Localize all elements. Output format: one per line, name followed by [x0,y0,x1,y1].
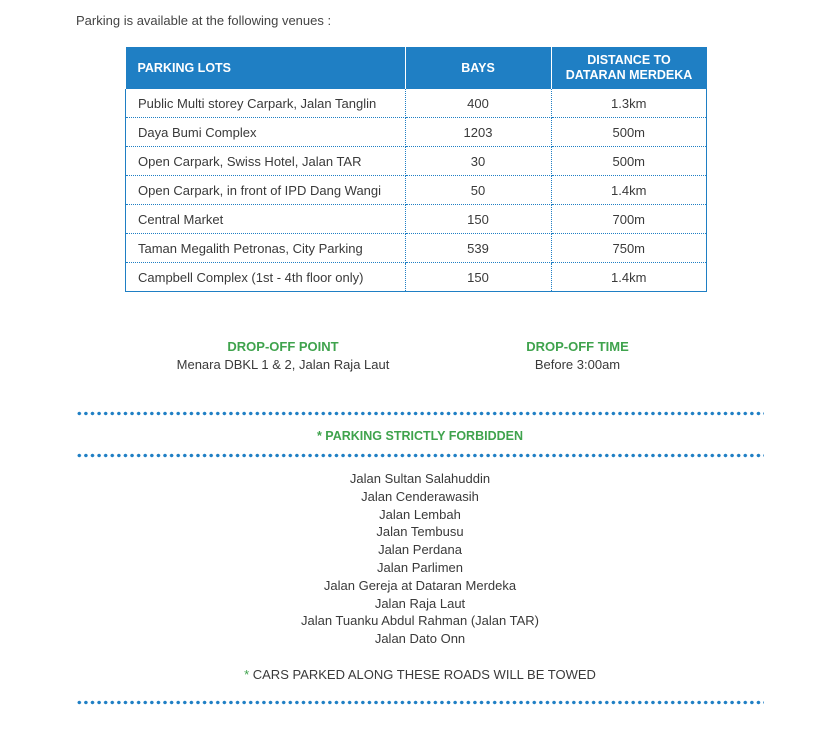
header-parking-lots: PARKING LOTS [126,47,406,89]
forbidden-title: * PARKING STRICTLY FORBIDDEN [316,429,524,443]
table-row [126,147,707,176]
lot-bays: 1203 [405,118,551,147]
towed-note [76,667,764,682]
lot-distance: 500m [551,118,707,147]
lot-distance: 500m [551,147,707,176]
road-item: Jalan Raja Laut [374,595,466,611]
table-row [126,89,707,118]
parking-table [125,47,707,292]
lot-distance: 750m [551,234,707,263]
lot-name: Taman Megalith Petronas, City Parking [126,234,406,263]
lot-name: Open Carpark, Swiss Hotel, Jalan TAR [126,147,406,176]
table-row [126,118,707,147]
lot-name: Campbell Complex (1st - 4th floor only) [126,263,406,292]
drop-off-time [480,339,675,372]
drop-off-point [160,339,406,372]
table-row [126,176,707,205]
lot-name: Public Multi storey Carpark, Jalan Tanglin [126,89,406,118]
forbidden-roads-list [76,470,764,648]
road-item: Jalan Parlimen [377,559,463,575]
road-item: Jalan Lembah [379,506,461,522]
intro-text: Parking is available at the following venues : [76,13,332,28]
drop-off-time-heading: DROP-OFF TIME [526,339,629,354]
road-item: Jalan Tuanku Abdul Rahman (Jalan TAR) [301,613,539,629]
lot-distance: 700m [551,205,707,234]
lot-name: Open Carpark, in front of IPD Dang Wangi [126,176,406,205]
road-item: Jalan Dato Onn [374,631,466,647]
lot-distance: 1.4km [551,263,707,292]
lot-bays: 50 [405,176,551,205]
road-item: Jalan Cenderawasih [361,488,479,504]
drop-off-time-value: Before 3:00am [534,357,621,372]
drop-off-point-heading: DROP-OFF POINT [227,339,339,354]
dotted-divider-middle [76,453,764,458]
lot-name: Daya Bumi Complex [126,118,406,147]
dotted-divider-top [76,411,764,416]
lot-bays: 400 [405,89,551,118]
lot-name: Central Market [126,205,406,234]
table-header-row [126,47,707,89]
dotted-divider-bottom [76,700,764,705]
header-distance [551,47,707,89]
drop-off-point-value: Menara DBKL 1 & 2, Jalan Raja Laut [176,357,390,372]
header-bays: BAYS [405,47,551,89]
road-item: Jalan Perdana [378,542,462,558]
road-item: Jalan Sultan Salahuddin [349,471,491,486]
lot-distance: 1.3km [551,89,707,118]
lot-bays: 150 [405,205,551,234]
road-item: Jalan Gereja at Dataran Merdeka [323,577,517,593]
table-row [126,234,707,263]
table-row [126,205,707,234]
towed-note-star: * [244,667,250,682]
road-item: Jalan Tembusu [376,524,464,540]
lot-bays: 150 [405,263,551,292]
header-distance-line2: DATARAN MERDEKA [565,68,693,82]
towed-note-text: CARS PARKED ALONG THESE ROADS WILL BE TOWED [249,667,596,682]
header-distance-line1: DISTANCE TO [587,53,671,67]
lot-bays: 539 [405,234,551,263]
lot-bays: 30 [405,147,551,176]
lot-distance: 1.4km [551,176,707,205]
table-row [126,263,707,292]
